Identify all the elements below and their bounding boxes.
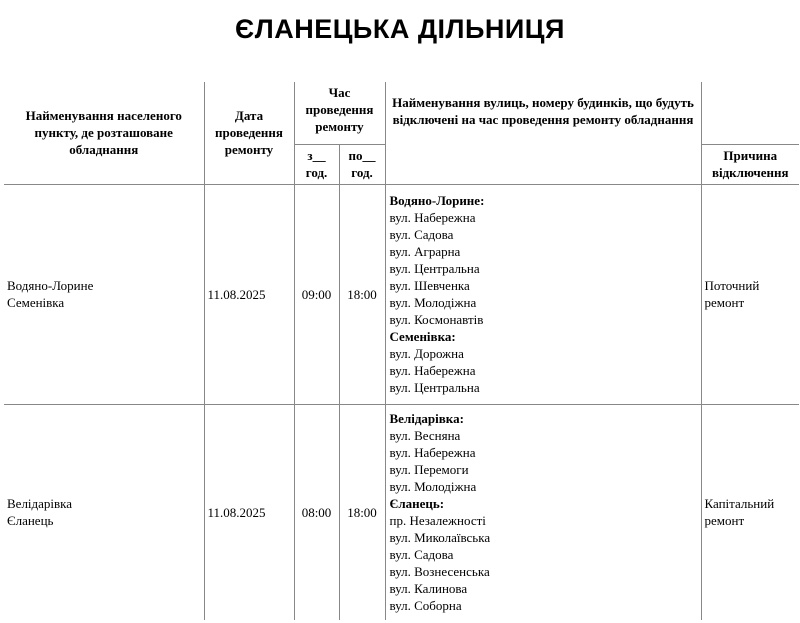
street-item: вул. Садова: [389, 547, 454, 563]
header-time: Час проведення ремонту: [294, 82, 385, 144]
header-from: з__ год.: [294, 144, 339, 184]
street-item: вул. Аграрна: [389, 244, 461, 259]
street-item: вул. Набережна: [389, 445, 476, 461]
street-item: вул. Перемоги: [389, 462, 469, 478]
to-cell: 18:00: [339, 404, 385, 620]
street-item: вул. Центральна: [389, 380, 480, 395]
locality-name: Семенівка:: [389, 329, 456, 344]
settlement-line: Єланець: [7, 513, 54, 529]
header-reason: Причина відключення: [701, 144, 799, 184]
locality-name: Водяно-Лорине:: [389, 193, 485, 208]
streets-cell: [385, 404, 701, 620]
settlement-line: Велідарівка: [7, 496, 73, 512]
reason-line: ремонт: [704, 295, 745, 310]
street-item: вул. Космонавтів: [389, 312, 484, 327]
settlement-cell: [4, 184, 204, 404]
street-item: вул. Набережна: [389, 210, 476, 225]
street-item: вул. Молодіжна: [389, 479, 477, 495]
streets-cell: [385, 184, 701, 404]
outage-table: [4, 82, 799, 620]
reason-line: ремонт: [704, 513, 745, 529]
reason-line: Поточний: [704, 278, 760, 293]
from-cell: 09:00: [294, 184, 339, 404]
street-item: вул. Миколаївська: [389, 530, 491, 546]
reason-cell: [701, 404, 799, 620]
street-item: вул. Дорожна: [389, 346, 464, 361]
header-settlement: Найменування населеного пункту, де розташоване обладнання: [25, 108, 182, 158]
street-item: вул. Калинова: [389, 581, 468, 597]
street-item: вул. Соборна: [389, 598, 462, 614]
date-cell: 11.08.2025: [204, 184, 294, 404]
street-item: вул. Центральна: [389, 261, 480, 276]
table-row: [4, 184, 799, 404]
settlement-cell: [4, 404, 204, 620]
reason-line: Капітальний: [704, 496, 775, 512]
street-item: пр. Незалежності: [389, 513, 486, 529]
header-date: Дата проведення ремонту: [204, 82, 294, 184]
from-cell: 08:00: [294, 404, 339, 620]
header-reason-blank: [701, 82, 799, 144]
header-to: по__ год.: [339, 144, 385, 184]
settlement-line: Семенівка: [7, 295, 65, 310]
table-row: [4, 404, 799, 620]
header-streets: Найменування вулиць, номеру будинків, що будуть відключені на час проведення ремонту обладнання: [385, 82, 701, 184]
settlement-line: Водяно-Лорине: [7, 278, 94, 293]
street-item: вул. Набережна: [389, 363, 476, 378]
street-item: вул. Садова: [389, 227, 454, 242]
street-item: вул. Шевченка: [389, 278, 470, 293]
street-item: вул. Вознесенська: [389, 564, 490, 580]
to-cell: 18:00: [339, 184, 385, 404]
page-title: ЄЛАНЕЦЬКА ДІЛЬНИЦЯ: [235, 14, 565, 44]
street-item: вул. Весняна: [389, 428, 461, 444]
locality-name: Єланець:: [389, 496, 445, 512]
reason-cell: [701, 184, 799, 404]
locality-name: Велідарівка:: [389, 411, 464, 427]
date-cell: 11.08.2025: [204, 404, 294, 620]
street-item: вул. Молодіжна: [389, 295, 477, 310]
